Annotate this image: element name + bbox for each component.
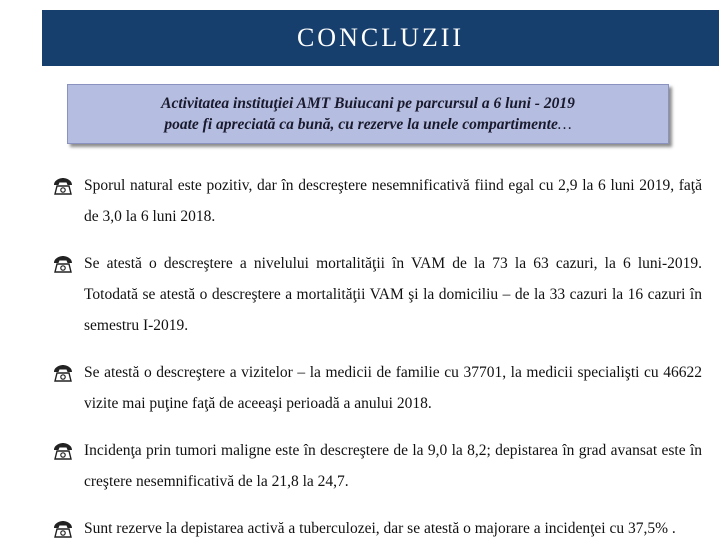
telephone-bullet-icon xyxy=(52,176,74,196)
list-item xyxy=(52,513,702,540)
bullet-text: Sunt rezerve la depistarea activă a tuberculozei, dar se atestă o majorare a incidenţei cu 37,5% . xyxy=(84,520,676,537)
list-item xyxy=(52,248,702,341)
summary-line-2 xyxy=(164,114,571,135)
summary-box xyxy=(67,84,669,144)
conclusions-list xyxy=(52,170,702,540)
telephone-bullet-icon xyxy=(52,254,74,274)
bullet-text: Sporul natural este pozitiv, dar în descreştere nesemnificativă fiind egal cu 2,9 la 6 luni 2019, faţă de 3,0 la 6 luni 2018. xyxy=(84,177,702,225)
list-item xyxy=(52,357,702,419)
list-item xyxy=(52,170,702,232)
summary-ellipsis: … xyxy=(557,116,572,133)
summary-line-1: Activitatea instituţiei AMT Buiucani pe parcursul a 6 luni - 2019 xyxy=(161,95,575,112)
telephone-bullet-icon xyxy=(52,441,74,461)
slide-title: CONCLUZII xyxy=(296,23,465,52)
bullet-text: Se atestă o descreştere a nivelului mortalităţii în VAM de la 73 la 63 cazuri, la 6 luni-2019. Totodată se atestă o descreştere a mortalităţii VAM şi la domiciliu – de la 33 cazuri la 16 cazuri în semestru I-2019. xyxy=(84,255,702,334)
title-bar xyxy=(42,10,719,66)
summary-line-2-text: poate fi apreciată ca bună, cu rezerve la unele compartimente xyxy=(164,116,558,133)
bullet-text: Se atestă o descreştere a vizitelor – la medicii de familie cu 37701, la medicii specialişti cu 46622 vizite mai puţine faţă de aceeaşi perioadă a anului 2018. xyxy=(84,364,702,412)
telephone-bullet-icon xyxy=(52,519,74,539)
list-item xyxy=(52,435,702,497)
bullet-text: Incidenţa prin tumori maligne este în descreştere de la 9,0 la 8,2; depistarea în grad avansat este în creştere nesemnificativă de la 21,8 la 24,7. xyxy=(84,442,702,490)
telephone-bullet-icon xyxy=(52,363,74,383)
